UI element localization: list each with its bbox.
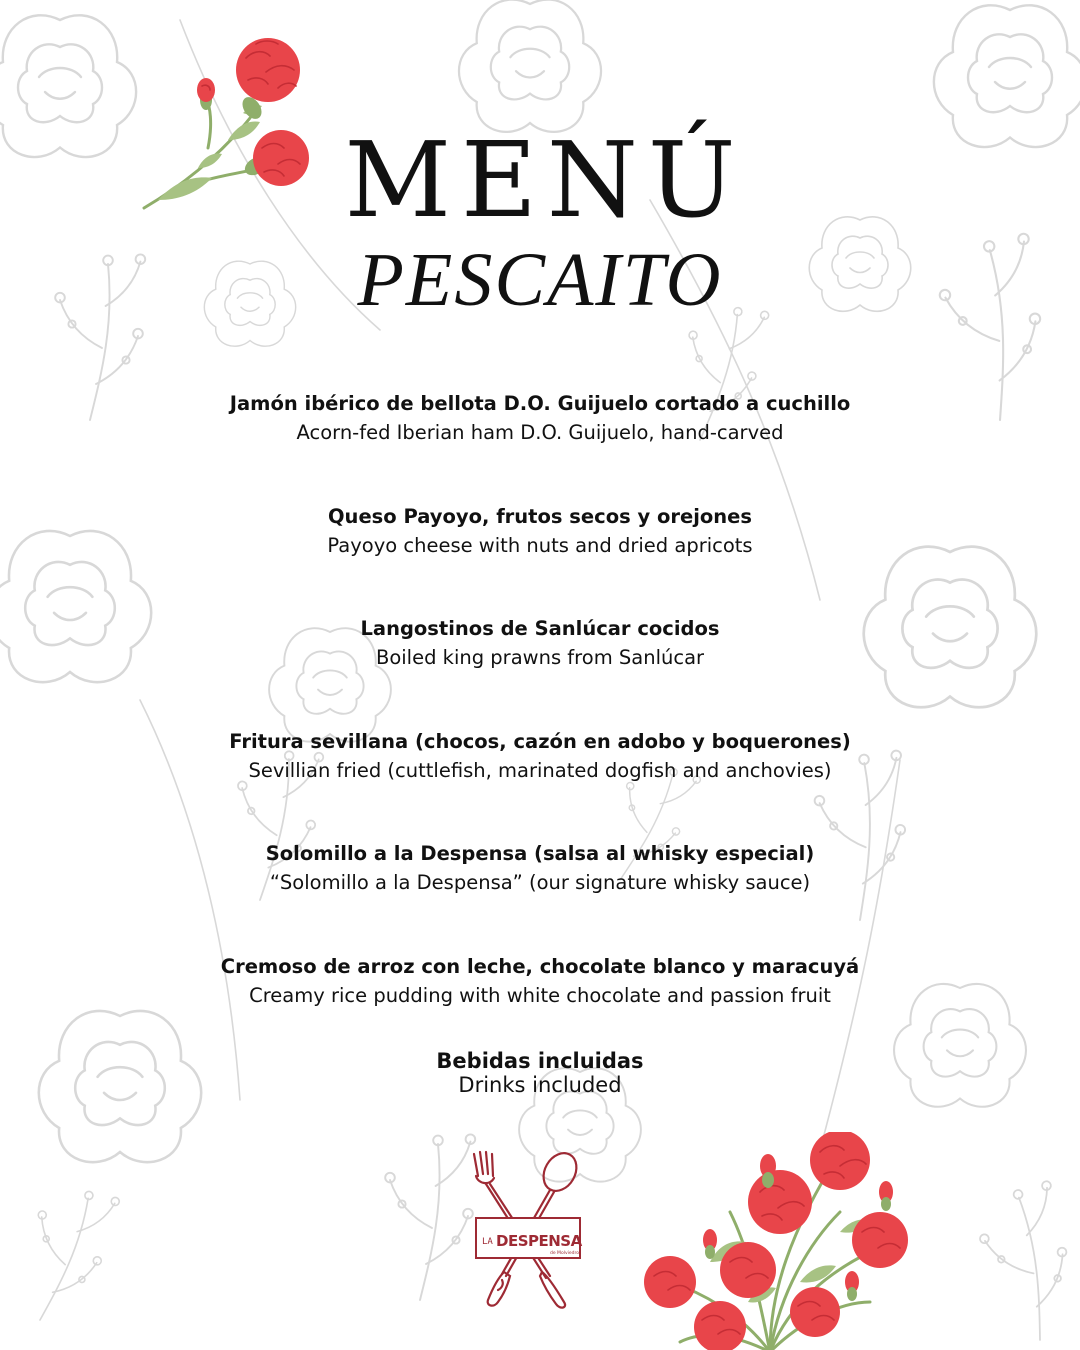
dish-name-english: Boiled king prawns from Sanlúcar bbox=[375, 646, 705, 669]
logo-main-text: DESPENSA bbox=[496, 1232, 582, 1250]
page-title: MENÚ bbox=[344, 119, 746, 241]
dish-name-spanish: Fritura sevillana (chocos, cazón en adobo y boquerones) bbox=[229, 730, 851, 753]
page-subtitle: PESCAITO bbox=[357, 238, 723, 322]
dish-name-spanish: Cremoso de arroz con leche, chocolate blanco y maracuyá bbox=[220, 955, 860, 978]
menu-item bbox=[90, 954, 990, 1009]
dish-name-spanish: Langostinos de Sanlúcar cocidos bbox=[360, 617, 720, 640]
dish-name-spanish: Solomillo a la Despensa (salsa al whisky especial) bbox=[265, 842, 815, 865]
drinks-included bbox=[90, 1048, 990, 1098]
dish-name-spanish: Jamón ibérico de bellota D.O. Guijuelo cortado a cuchillo bbox=[229, 392, 851, 415]
carnation-bouquet-icon bbox=[640, 1132, 920, 1350]
menu-item bbox=[90, 616, 990, 671]
restaurant-logo bbox=[468, 1150, 588, 1310]
title-block bbox=[0, 119, 1080, 322]
menu-item bbox=[90, 391, 990, 446]
drinks-spanish: Bebidas incluidas bbox=[436, 1049, 644, 1073]
menu-item bbox=[90, 504, 990, 559]
dish-name-english: Sevillian fried (cuttlefish, marinated dogfish and anchovies) bbox=[248, 759, 832, 782]
dish-name-english: Payoyo cheese with nuts and dried apricots bbox=[327, 534, 753, 557]
dish-name-english: “Solomillo a la Despensa” (our signature whisky sauce) bbox=[269, 871, 811, 894]
dish-name-english: Creamy rice pudding with white chocolate and passion fruit bbox=[249, 984, 831, 1007]
dish-name-english: Acorn-fed Iberian ham D.O. Guijuelo, hand-carved bbox=[296, 421, 784, 444]
drinks-english: Drinks included bbox=[458, 1073, 622, 1097]
dish-name-spanish: Queso Payoyo, frutos secos y orejones bbox=[327, 505, 753, 528]
menu-item bbox=[90, 841, 990, 896]
logo-small-text: de Molviedro bbox=[550, 1251, 579, 1256]
menu-item bbox=[90, 729, 990, 784]
logo-la-text: LA bbox=[482, 1237, 493, 1247]
